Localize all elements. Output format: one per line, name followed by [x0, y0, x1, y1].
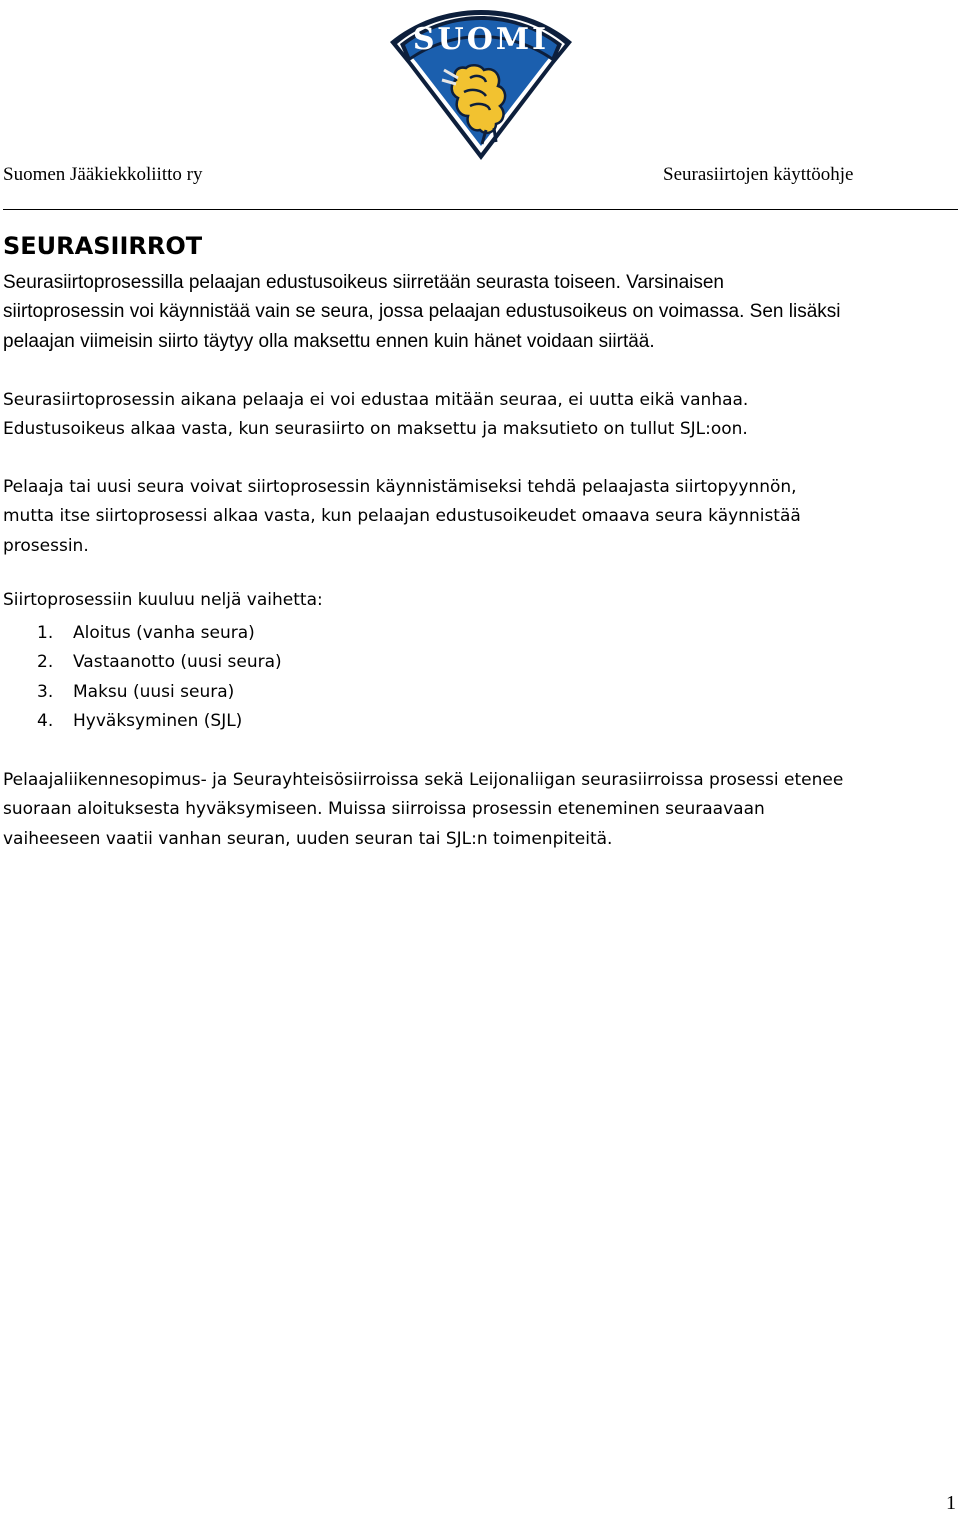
header-organization: Suomen Jääkiekkoliitto ry	[3, 164, 203, 185]
page-title: SEURASIIRROT	[3, 232, 203, 260]
text-line: mutta itse siirtoprosessi alkaa vasta, kun pelaajan edustusoikeudet omaava seura käynnistää	[3, 506, 801, 527]
list-item	[37, 648, 282, 677]
list-item-number: 1.	[37, 623, 54, 643]
list-item-text: Maksu (uusi seura)	[73, 681, 235, 702]
header-divider	[3, 209, 958, 210]
steps-intro: Siirtoprosessiin kuuluu neljä vaihetta:	[3, 590, 323, 610]
list-item-number: 2.	[37, 652, 54, 673]
text-line: suoraan aloituksesta hyväksymiseen. Muissa siirroissa prosessin eteneminen seuraavaan	[3, 799, 765, 820]
text-line: vaiheeseen vaatii vanhan seuran, uuden seuran tai SJL:n toimenpiteitä.	[3, 828, 613, 849]
text-line: Seurasiirtoprosessilla pelaajan edustusoikeus siirretään seurasta toiseen. Varsinaisen	[3, 272, 724, 293]
list-item-text: Aloitus (vanha seura)	[73, 623, 255, 643]
logo-wordmark: SUOMI	[412, 22, 550, 57]
list-item	[37, 619, 282, 648]
list-item	[37, 707, 282, 736]
text-line: siirtoprosessin voi käynnistää vain se seura, jossa pelaajan edustusoikeus on voimassa. Sen lisäksi	[3, 301, 841, 323]
list-item-number: 4.	[37, 710, 54, 731]
steps-list	[37, 619, 282, 736]
paragraph-intro	[3, 268, 960, 356]
page-number: 1	[946, 1492, 956, 1514]
header-document-title: Seurasiirtojen käyttöohje	[663, 164, 854, 185]
text-line: pelaajan viimeisin siirto täytyy olla maksettu ennen kuin hänet voidaan siirtää.	[3, 330, 655, 352]
list-item-number: 3.	[37, 681, 54, 702]
text-line: Pelaaja tai uusi seura voivat siirtoprosessin käynnistämiseksi tehdä pelaajasta siirtopyynnön,	[3, 477, 797, 497]
text-line: Edustusoikeus alkaa vasta, kun seurasiirto on maksettu ja maksutieto on tullut SJL:oon.	[3, 419, 748, 440]
suomi-lion-logo	[386, 4, 576, 162]
paragraph-process-period	[3, 386, 960, 445]
text-line: Seurasiirtoprosessin aikana pelaaja ei voi edustaa mitään seuraa, ei uutta eikä vanhaa.	[3, 390, 749, 410]
paragraph-direct-approval	[3, 766, 960, 854]
paragraph-transfer-request	[3, 473, 960, 561]
list-item-text: Hyväksyminen (SJL)	[73, 710, 243, 731]
list-item-text: Vastaanotto (uusi seura)	[73, 652, 282, 673]
text-line: Pelaajaliikennesopimus- ja Seurayhteisösiirroissa sekä Leijonaliigan seurasiirroissa prosessi etenee	[3, 770, 844, 790]
text-line: prosessin.	[3, 535, 89, 556]
list-item	[37, 678, 282, 707]
